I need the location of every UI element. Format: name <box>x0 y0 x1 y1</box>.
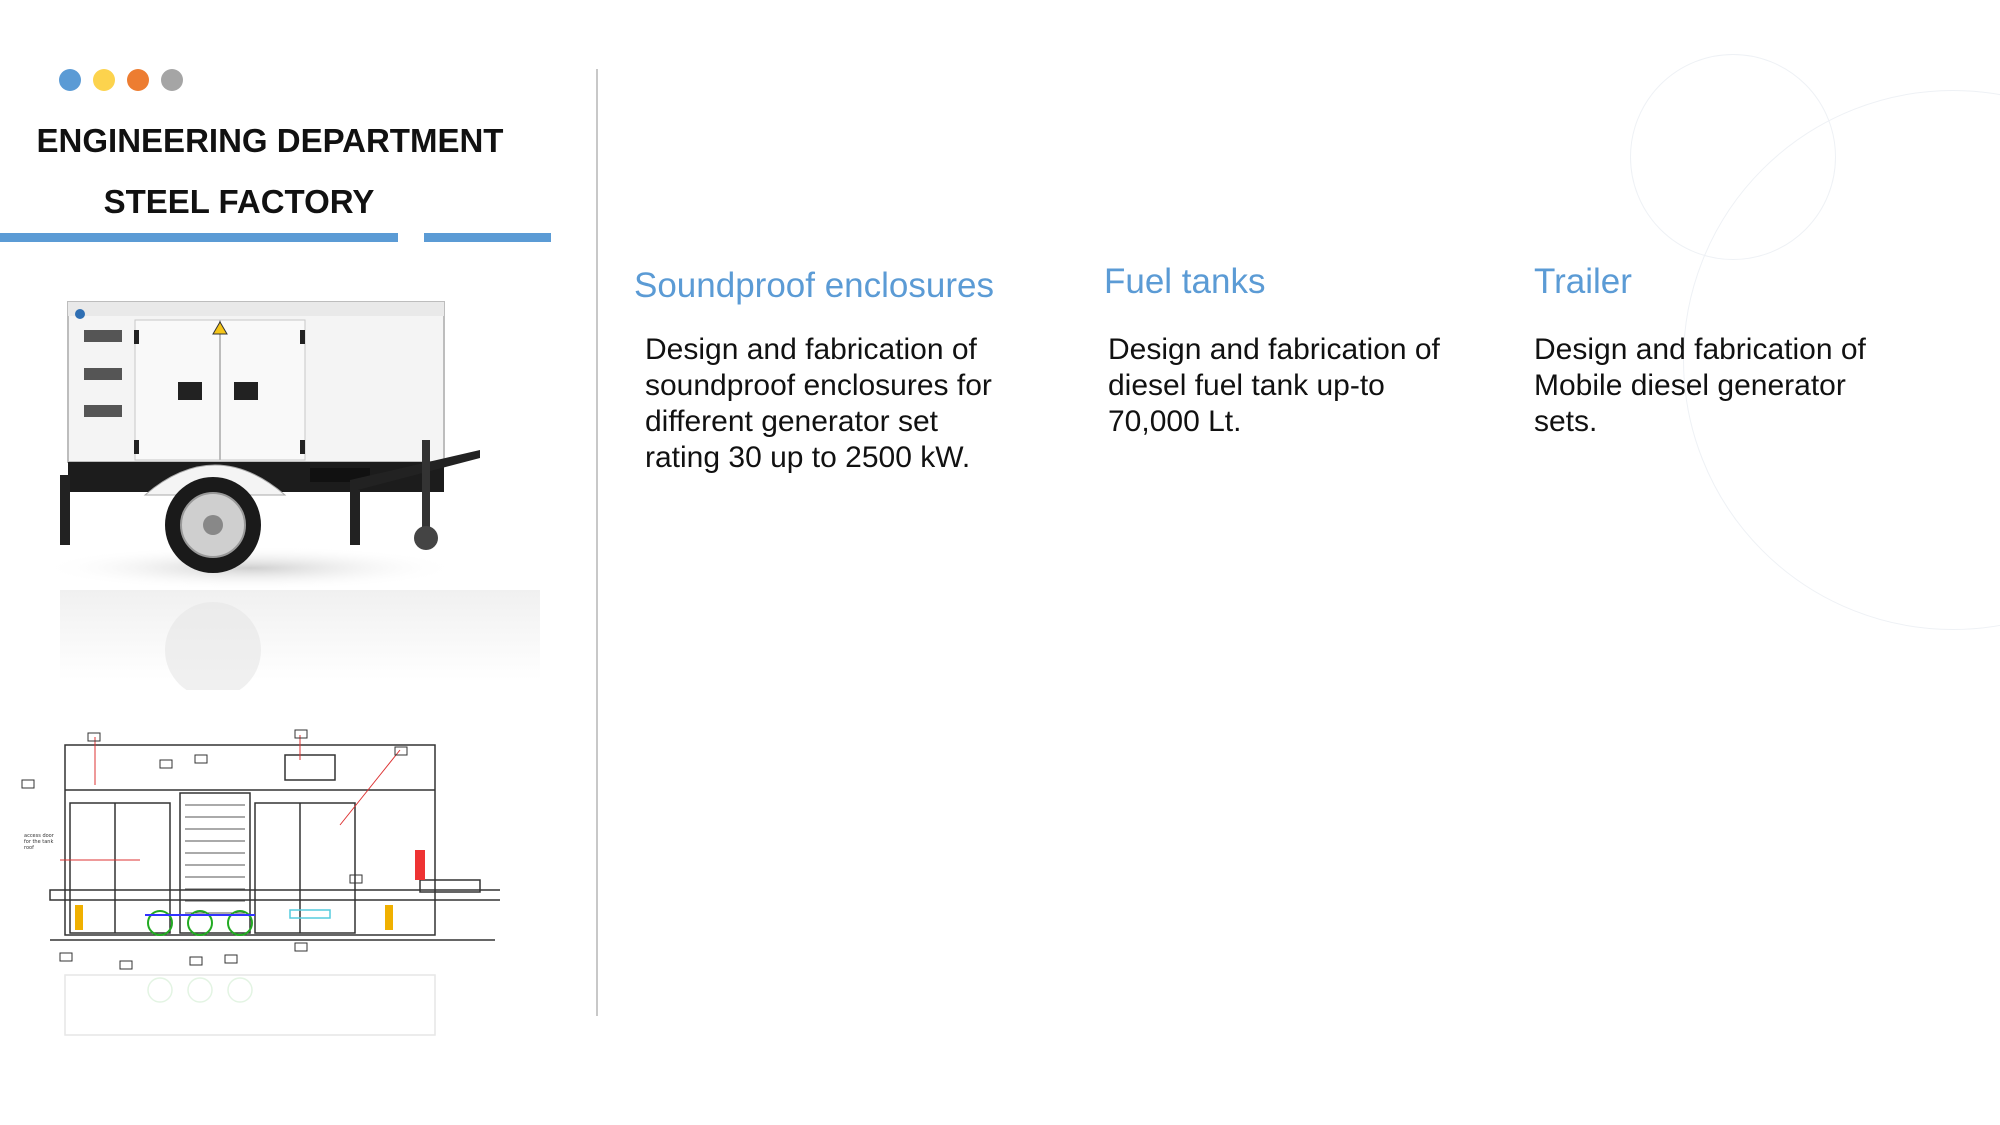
trailer-heading: Trailer <box>1534 262 1632 301</box>
vertical-divider <box>596 69 598 1016</box>
title-underline-left <box>0 233 398 242</box>
gray-dot <box>161 69 183 91</box>
generator-trailer-technical-drawing <box>20 725 500 1045</box>
soundproof-enclosures-heading: Soundproof enclosures <box>634 266 994 305</box>
generator-trailer-photo <box>50 290 550 690</box>
department-title: ENGINEERING DEPARTMENT <box>36 122 504 159</box>
svg-text:roof: roof <box>24 845 34 851</box>
orange-dot <box>127 69 149 91</box>
blue-dot <box>59 69 81 91</box>
yellow-dot <box>93 69 115 91</box>
header-dots <box>59 69 183 91</box>
soundproof-enclosures-text: Design and fabrication of soundproof enclosures for different generator set rating 30 up to 2500 kW. <box>645 333 992 474</box>
svg-text:access door: access door <box>24 833 54 839</box>
factory-title: STEEL FACTORY <box>103 183 375 220</box>
svg-text:for the tank: for the tank <box>24 839 54 845</box>
fuel-tanks-heading: Fuel tanks <box>1104 262 1266 301</box>
trailer-text: Design and fabrication of Mobile diesel generator sets. <box>1534 333 1866 438</box>
title-underline-right <box>424 233 551 242</box>
fuel-tanks-text: Design and fabrication of diesel fuel tank up-to 70,000 Lt. <box>1108 333 1440 438</box>
